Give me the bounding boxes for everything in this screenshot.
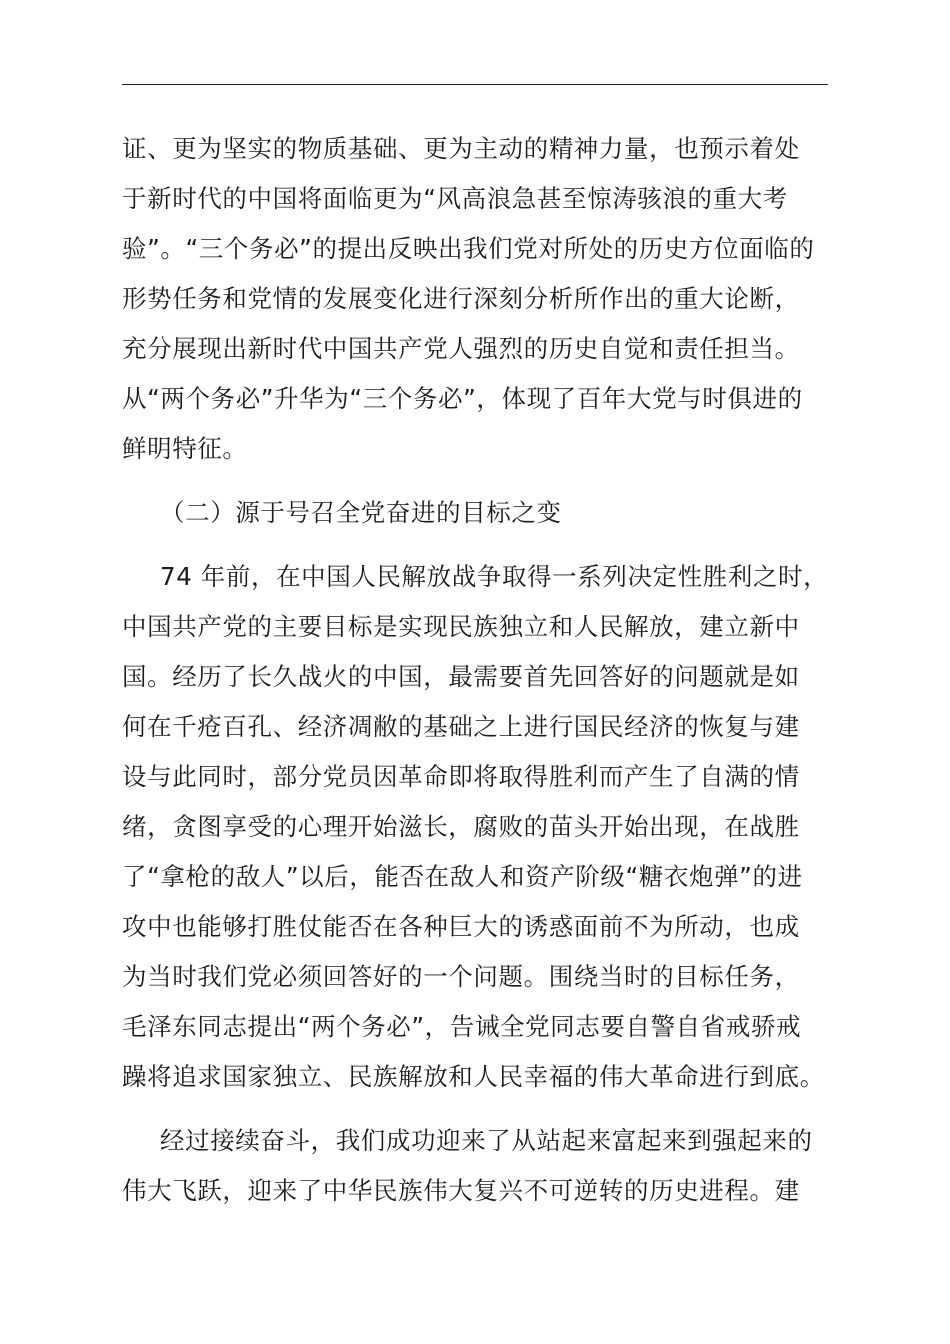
text-line: 国。经历了长久战火的中国，最需要首先回答好的问题就是如: [122, 662, 800, 691]
text-line: 验”。“三个务必”的提出反映出我们党对所处的历史方位面临的: [122, 234, 815, 263]
text-line: 绪，贪图享受的心理开始滋长，腐败的苗头开始出现，在战胜: [122, 812, 800, 841]
text-line: 鲜明特征。: [122, 434, 248, 463]
section-heading: [122, 488, 830, 538]
document-body: [122, 124, 830, 1216]
text-line: 充分展现出新时代中国共产党人强烈的历史自觉和责任担当。: [122, 334, 800, 363]
text-line: 毛泽东同志提出“两个务必”，告诫全党同志要自警自省戒骄戒: [122, 1012, 802, 1041]
text-line: 躁将追求国家独立、民族解放和人民幸福的伟大革命进行到底。: [122, 1062, 825, 1091]
text-line: 何在千疮百孔、经济凋敝的基础之上进行国民经济的恢复与建: [122, 712, 800, 741]
text-line: 为当时我们党必须回答好的一个问题。围绕当时的目标任务，: [122, 962, 800, 991]
text-line: 经过接续奋斗，我们成功迎来了从站起来富起来到强起来的: [160, 1126, 813, 1155]
text-line: 证、更为坚实的物质基础、更为主动的精神力量，也预示着处: [122, 134, 800, 163]
text-line: 了“拿枪的敌人”以后，能否在敌人和资产阶级“糖衣炮弹”的进: [122, 862, 803, 891]
paragraph-2: [122, 552, 830, 1102]
text-line: 攻中也能够打胜仗能否在各种巨大的诱惑面前不为所动，也成: [122, 912, 800, 941]
section-heading-text: （二）源于号召全党奋进的目标之变: [160, 498, 562, 527]
text-line: 74 年前，在中国人民解放战争取得一系列决定性胜利之时，: [160, 562, 829, 591]
text-line: 于新时代的中国将面临更为“风高浪急甚至惊涛骇浪的重大考: [122, 184, 788, 213]
header-rule: [122, 84, 828, 85]
paragraph-3: [122, 1116, 830, 1216]
text-line: 设与此同时，部分党员因革命即将取得胜利而产生了自满的情: [122, 762, 800, 791]
text-line: 从“两个务必”升华为“三个务必”，体现了百年大党与时俱进的: [122, 384, 803, 413]
text-line: 伟大飞跃，迎来了中华民族伟大复兴不可逆转的历史进程。建: [122, 1176, 800, 1205]
paragraph-1: [122, 124, 830, 474]
text-line: 中国共产党的主要目标是实现民族独立和人民解放，建立新中: [122, 612, 800, 641]
text-line: 形势任务和党情的发展变化进行深刻分析所作出的重大论断，: [122, 284, 800, 313]
